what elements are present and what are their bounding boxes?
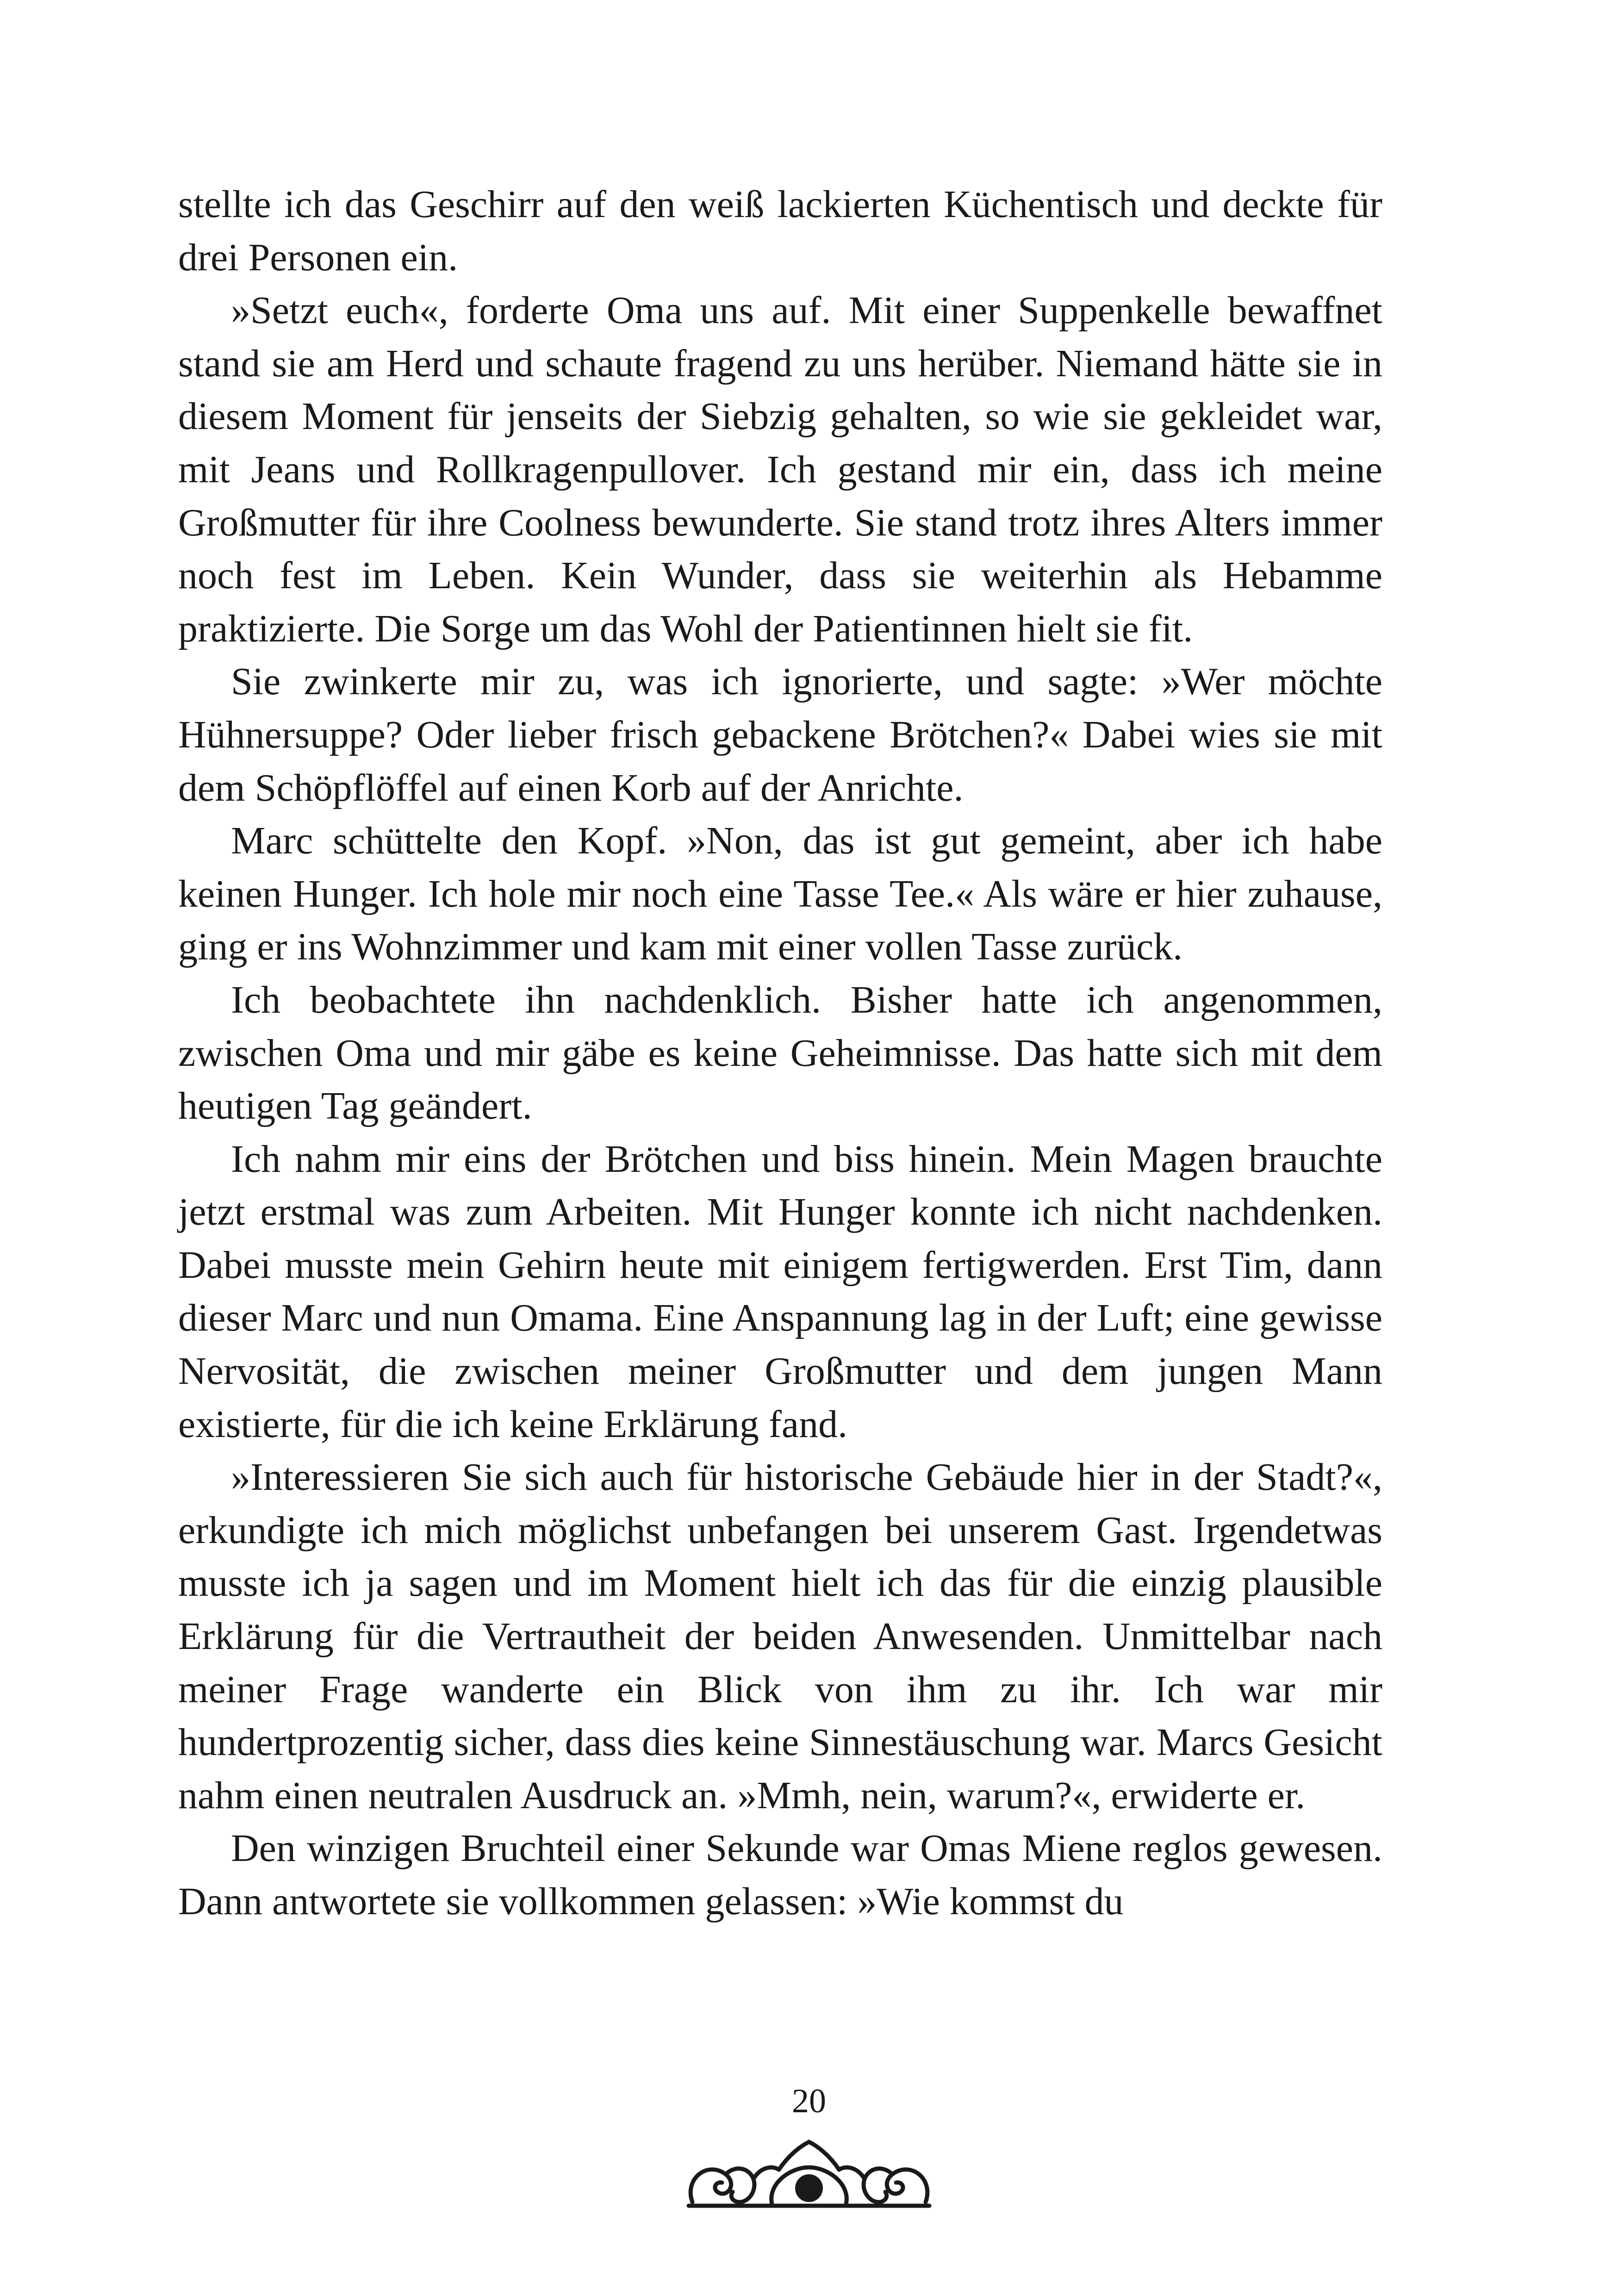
paragraph-3: Sie zwinkerte mir zu, was ich ignorierte, und sagte: »Wer möchte Hühnersuppe? Oder lieber frisch gebackene Brötchen?« Dabei wies sie mit dem Schöpflöffel auf einen Korb auf der Anrichte. (178, 660, 1382, 809)
paragraph-1: stellte ich das Geschirr auf den weiß lackierten Küchentisch und deckte für drei Personen ein. (178, 183, 1382, 279)
paragraph-5: Ich beobachtete ihn nachdenklich. Bisher hatte ich angenommen, zwischen Oma und mir gäbe es keine Geheimnisse. Das hatte sich mit dem heutigen Tag geändert. (178, 978, 1382, 1128)
paragraph-2: »Setzt euch«, forderte Oma uns auf. Mit einer Suppenkelle bewaffnet stand sie am Herd und schaute fragend zu uns herüber. Niemand hätte sie in diesem Moment für jenseits der Siebzig gehalten, so wie sie gekleidet war, mit Jeans und Rollkragenpullover. Ich gestand mir ein, dass ich meine Großmutter für ihre Coolness bewunderte. Sie stand trotz ihres Alters immer noch fest im Leben. Kein Wunder, dass sie weiterhin als Hebamme praktizierte. Die Sorge um das Wohl der Patientinnen hielt sie fit. (178, 289, 1382, 650)
paragraph-8: Den winzigen Bruchteil einer Sekunde war Omas Miene reglos gewesen. Dann antwortete sie vollkommen gelassen: »Wie kommst du (178, 1827, 1382, 1923)
ornament-icon (679, 2128, 939, 2221)
paragraph-4: Marc schüttelte den Kopf. »Non, das ist gut gemeint, aber ich habe keinen Hunger. Ich hole mir noch eine Tasse Tee.« Als wäre er hier zuhause, ging er ins Wohnzimmer und kam mit einer vollen Tasse zurück. (178, 819, 1382, 969)
paragraph-6: Ich nahm mir eins der Brötchen und biss hinein. Mein Magen brauchte jetzt erstmal was zum Arbeiten. Mit Hunger konnte ich nicht nachdenken. Dabei musste mein Gehirn heute mit einigem fertigwerden. Erst Tim, dann dieser Marc und nun Omama. Eine Anspannung lag in der Luft; eine gewisse Nervosität, die zwischen meiner Großmutter und dem jungen Mann existierte, für die ich keine Erklärung fand. (178, 1137, 1382, 1446)
page-number: 20 (792, 2082, 826, 2120)
body-text (178, 178, 1382, 1929)
paragraph-7: »Interessieren Sie sich auch für historische Gebäude hier in der Stadt?«, erkundigte ich mich möglichst unbefangen bei unserem Gast. Irgendetwas musste ich ja sagen und im Moment hielt ich das für die einzig plausible Erklärung für die Vertrautheit der beiden Anwesenden. Unmittelbar nach meiner Frage wanderte ein Blick von ihm zu ihr. Ich war mir hundertprozentig sicher, dass dies keine Sinnestäuschung war. Marcs Gesicht nahm einen neutralen Ausdruck an. »Mmh, nein, warum?«, erwiderte er. (178, 1456, 1382, 1817)
